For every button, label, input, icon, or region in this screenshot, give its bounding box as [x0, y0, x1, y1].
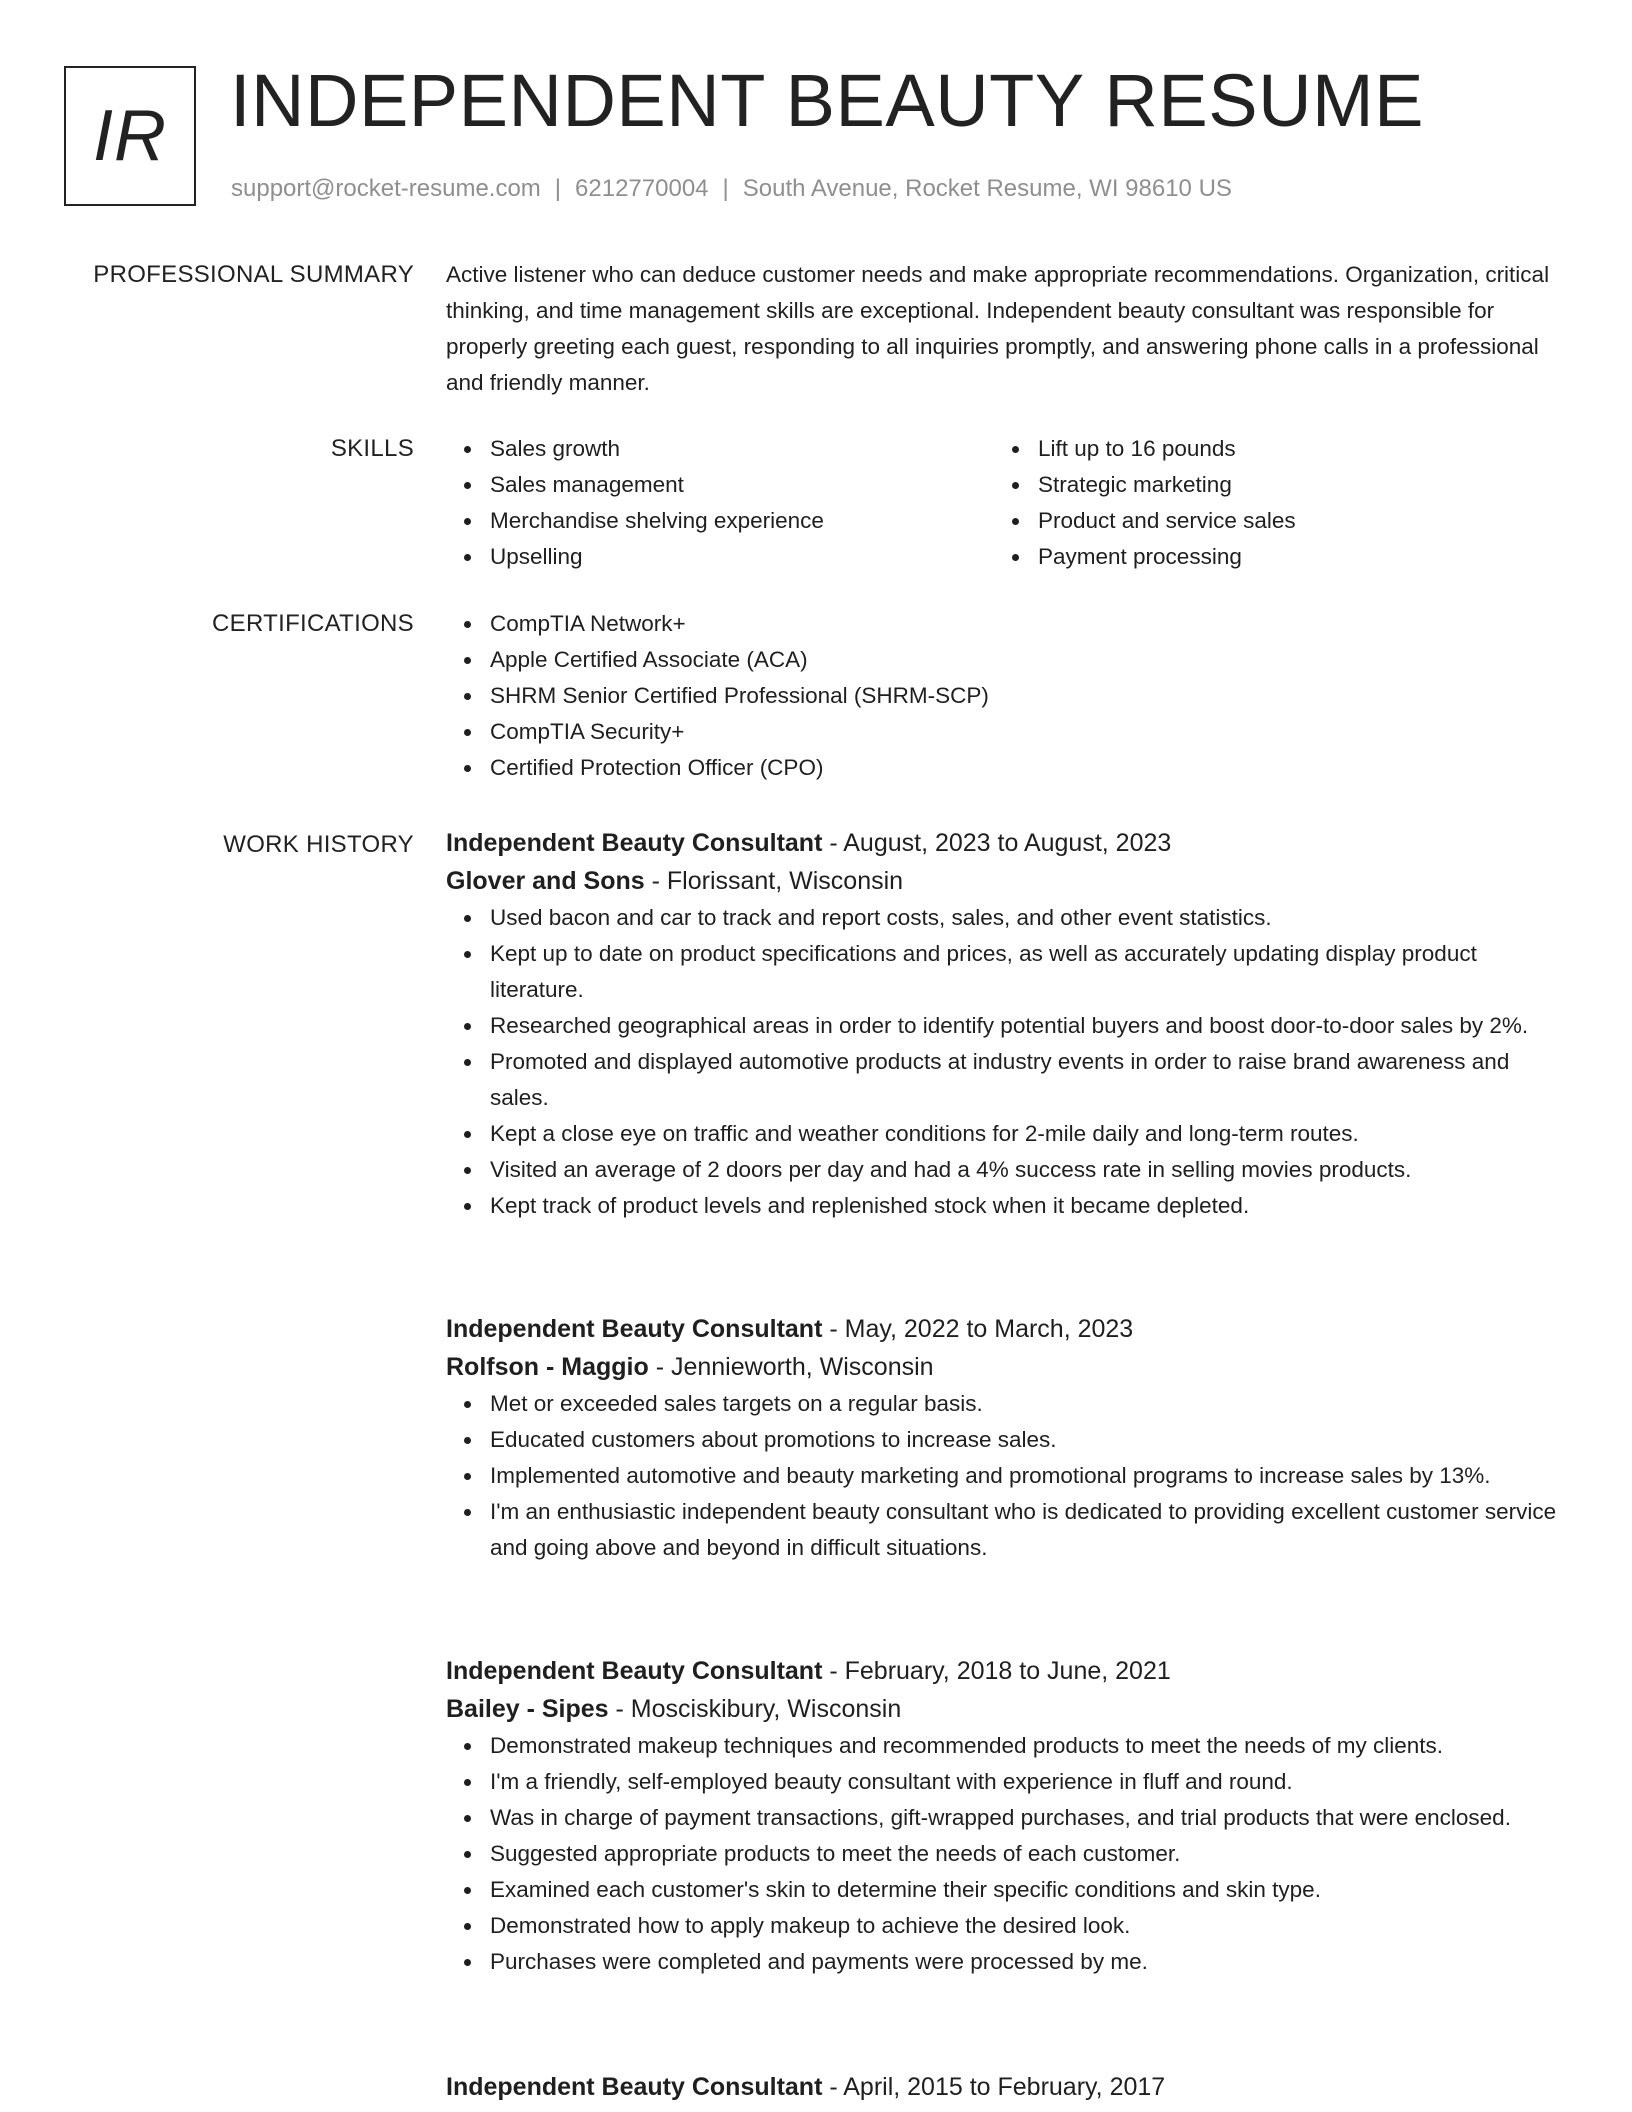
job-bullets [446, 1728, 1566, 1980]
skill-item: Sales management [490, 467, 994, 503]
summary-heading: PROFESSIONAL SUMMARY [93, 261, 414, 288]
job-title-line [446, 1310, 1566, 1348]
job-title-line [446, 1652, 1566, 1690]
job-title-line [446, 824, 1566, 862]
job-bullet: Implemented automotive and beauty marketing and promotional programs to increase sales by 13%. [490, 1458, 1566, 1494]
certification-item: Apple Certified Associate (ACA) [490, 642, 1566, 678]
certification-item: CompTIA Security+ [490, 714, 1566, 750]
job-bullet: Kept track of product levels and replenished stock when it became depleted. [490, 1188, 1566, 1224]
work-history-heading: WORK HISTORY [223, 831, 414, 858]
job-company-line [446, 862, 1566, 900]
job-bullet: I'm a friendly, self-employed beauty consultant with experience in fluff and round. [490, 1764, 1566, 1800]
job-title-line [446, 2068, 1566, 2106]
job-company: Bailey - Sipes [446, 1695, 609, 1723]
certification-item: SHRM Senior Certified Professional (SHRM-SCP) [490, 678, 1566, 714]
certification-item: CompTIA Network+ [490, 606, 1566, 642]
job-bullet: Was in charge of payment transactions, gift-wrapped purchases, and trial products that were enclosed. [490, 1800, 1566, 1836]
certifications-body [446, 606, 1566, 786]
summary-text: Active listener who can deduce customer needs and make appropriate recommendations. Organization, critical thinking, and time management skills are exceptional. Independent beauty consultant was responsible for properly greeting each guest, responding to all inquiries promptly, and answering phone calls in a professional and friendly manner. [446, 262, 1550, 395]
job-bullet: Examined each customer's skin to determine their specific conditions and skin type. [490, 1872, 1566, 1908]
skill-item: Upselling [490, 539, 994, 575]
skills-list-right [994, 431, 1542, 575]
resume-title: INDEPENDENT BEAUTY RESUME [230, 59, 1425, 142]
job-dates: - May, 2022 to March, 2023 [822, 1315, 1134, 1343]
certification-item: Certified Protection Officer (CPO) [490, 750, 1566, 786]
job-title: Independent Beauty Consultant [446, 1315, 823, 1343]
job-bullet: Researched geographical areas in order to identify potential buyers and boost door-to-door sales by 2%. [490, 1008, 1566, 1044]
contact-phone: 6212770004 [575, 175, 709, 202]
job-dates: - August, 2023 to August, 2023 [822, 829, 1172, 857]
job-dates: - February, 2018 to June, 2021 [822, 1657, 1171, 1685]
skill-item: Sales growth [490, 431, 994, 467]
skill-item: Product and service sales [1038, 503, 1542, 539]
monogram-badge: IR [64, 66, 196, 206]
skill-item: Merchandise shelving experience [490, 503, 994, 539]
contact-email: support@rocket-resume.com [231, 175, 541, 202]
skills-heading: SKILLS [330, 435, 414, 462]
skills-list-left [446, 431, 994, 575]
contact-separator: | [554, 175, 562, 202]
job-bullet: Visited an average of 2 doors per day and had a 4% success rate in selling movies products. [490, 1152, 1566, 1188]
contact-address: South Avenue, Rocket Resume, WI 98610 US [742, 175, 1232, 202]
job-bullet: Educated customers about promotions to increase sales. [490, 1422, 1566, 1458]
job-bullets [446, 1386, 1566, 1566]
job-bullet: Purchases were completed and payments were processed by me. [490, 1944, 1566, 1980]
job-location: - Mosciskibury, Wisconsin [608, 1695, 902, 1723]
job-company-line [446, 1690, 1566, 1728]
contact-separator: | [722, 175, 729, 202]
job-bullet: Used bacon and car to track and report costs, sales, and other event statistics. [490, 900, 1566, 936]
job-dates: - April, 2015 to February, 2017 [822, 2073, 1166, 2101]
contact-line [231, 172, 1232, 206]
job-bullet: I'm an enthusiastic independent beauty consultant who is dedicated to providing excellent customer service and going above and beyond in difficult situations. [490, 1494, 1566, 1566]
job-company: Rolfson - Maggio [446, 1353, 649, 1381]
skill-item: Payment processing [1038, 539, 1542, 575]
job-bullet: Demonstrated how to apply makeup to achieve the desired look. [490, 1908, 1566, 1944]
job-bullet: Suggested appropriate products to meet the needs of each customer. [490, 1836, 1566, 1872]
skill-item: Strategic marketing [1038, 467, 1542, 503]
job-title: Independent Beauty Consultant [446, 1657, 823, 1685]
job-bullet: Demonstrated makeup techniques and recommended products to meet the needs of my clients. [490, 1728, 1566, 1764]
job-title: Independent Beauty Consultant [446, 2073, 823, 2101]
skills-body [446, 431, 1566, 575]
job-bullet: Met or exceeded sales targets on a regular basis. [490, 1386, 1566, 1422]
job-bullet: Kept up to date on product specifications and prices, as well as accurately updating display product literature. [490, 936, 1566, 1008]
certifications-heading: CERTIFICATIONS [212, 610, 414, 637]
job-bullet: Promoted and displayed automotive products at industry events in order to raise brand awareness and sales. [490, 1044, 1566, 1116]
skill-item: Lift up to 16 pounds [1038, 431, 1542, 467]
job-company: Glover and Sons [446, 867, 645, 895]
job-location: - Florissant, Wisconsin [644, 867, 904, 895]
job-company-line [446, 1348, 1566, 1386]
job-bullets [446, 900, 1566, 1224]
certifications-list [446, 606, 1566, 786]
job-location: - Jennieworth, Wisconsin [648, 1353, 934, 1381]
job-title: Independent Beauty Consultant [446, 829, 823, 857]
job-bullet: Kept a close eye on traffic and weather conditions for 2-mile daily and long-term routes. [490, 1116, 1566, 1152]
